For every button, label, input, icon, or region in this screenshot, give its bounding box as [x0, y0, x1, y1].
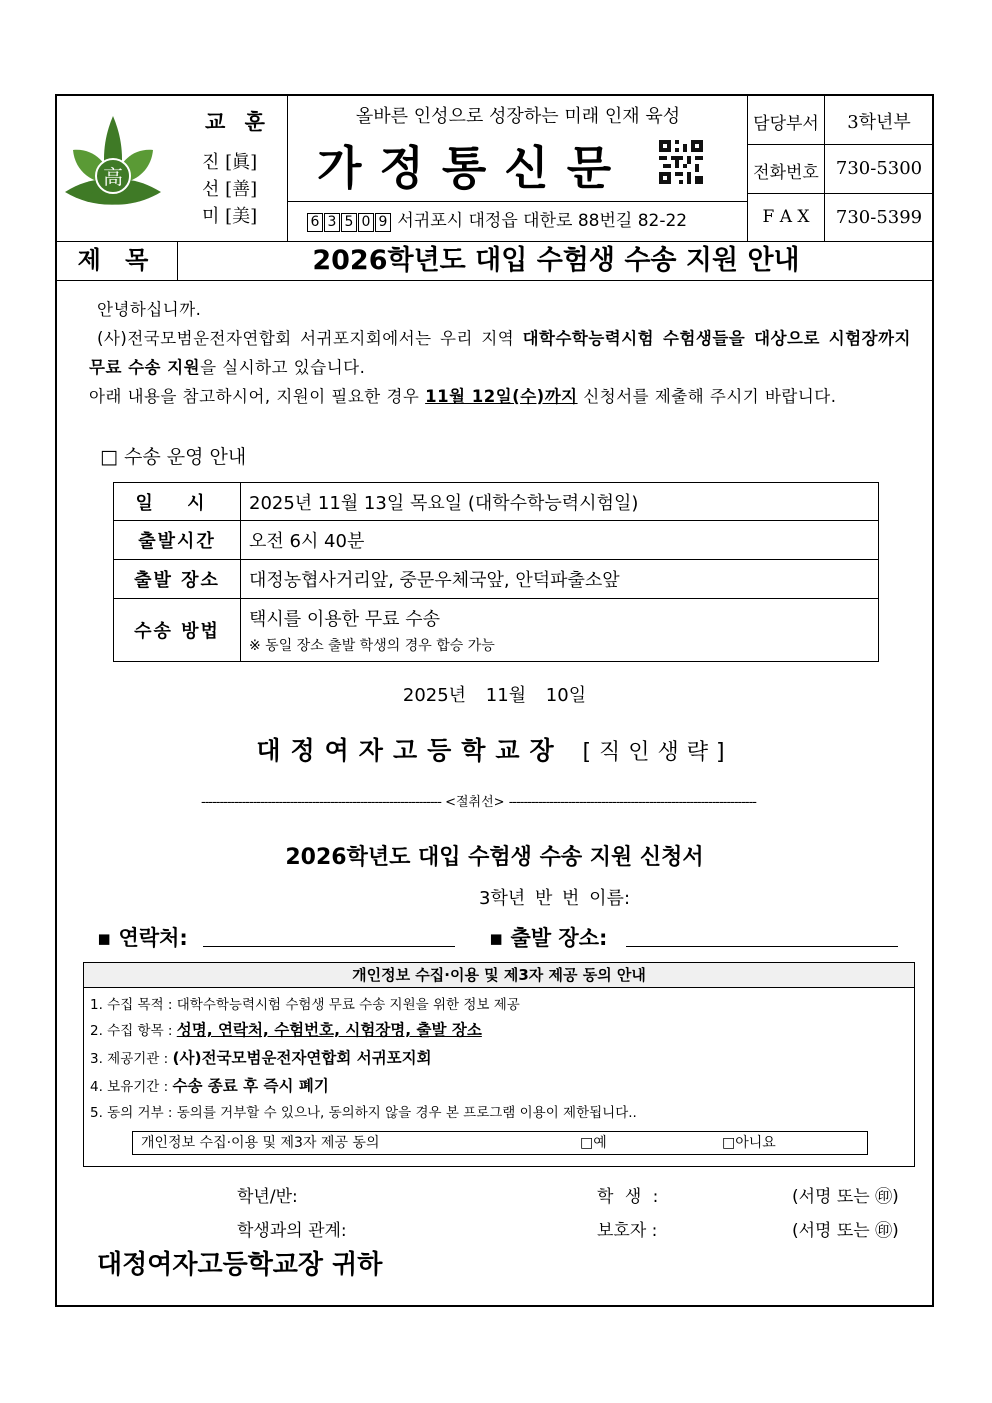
school-emblem	[63, 114, 163, 226]
cut-line-label: <절취선>	[445, 795, 505, 810]
school-slogan: 올바른 인성으로 성장하는 미래 인재 육성	[355, 106, 681, 127]
p2-text-end: 신청서를 제출해 주시기 바랍니다.	[577, 387, 837, 406]
deadline: 11월 12일(수)까지	[425, 387, 578, 406]
p2-text: 아래 내용을 참고하시어, 지원이 필요한 경우	[89, 387, 426, 406]
principal-name: 대정여자고등학교장	[256, 736, 564, 765]
table-row	[114, 599, 879, 662]
consent-item-label: 5. 동의 거부 :	[90, 1105, 177, 1121]
p1-text-end: 을 실시하고 있습니다.	[200, 358, 366, 377]
student-signature-field[interactable]: (서명 또는 ㊞)	[792, 1187, 899, 1207]
seal-omitted: [직인생략]	[582, 740, 733, 765]
fax-value: 730-5399	[835, 207, 923, 228]
address-text: 서귀포시 대정읍 대한로 88번길 82-22	[397, 211, 688, 231]
relation-label[interactable]: 학생과의 관계:	[237, 1221, 347, 1241]
motto-truth: 진 [眞]	[202, 152, 258, 173]
consent-item	[90, 1101, 637, 1121]
schedule-value: 오전 6시 40분	[241, 521, 879, 560]
contact-input[interactable]	[203, 946, 455, 947]
consent-item-value: 동의를 거부할 수 있으나, 동의하지 않을 경우 본 프로그램 이용이 제한됩니다..	[176, 1105, 637, 1121]
dept-value: 3학년부	[847, 112, 911, 133]
motto-title: 교 훈	[205, 110, 271, 134]
greeting: 안녕하십니까.	[97, 300, 202, 319]
schedule-key: 출발 장소	[114, 560, 241, 599]
table-row	[114, 521, 879, 560]
addressee: 대정여자고등학교장 귀하	[97, 1250, 383, 1280]
zip-digit: 5	[341, 213, 357, 232]
consent-item-value: (사)전국모범운전자연합회 서귀포지회	[172, 1049, 432, 1067]
p1-emphasis: 대학수학능력시험 수험생들을 대상으로 시험장까지 무료 수송 지원	[89, 329, 911, 377]
fax-label: F A X	[762, 207, 810, 227]
table-row	[114, 483, 879, 521]
form-title: 2026학년도 대입 수험생 수송 지원 신청서	[285, 845, 704, 870]
zip-digit: 9	[375, 213, 391, 232]
newsletter-title: 가정통신문	[317, 141, 630, 195]
consent-agreement-row	[132, 1131, 868, 1155]
subject-row	[57, 241, 932, 281]
subject-label: 제 목	[57, 241, 178, 280]
consent-heading: 개인정보 수집·이용 및 제3자 제공 동의 안내	[84, 963, 914, 988]
schedule-key: 출발시간	[114, 521, 241, 560]
consent-item-label: 3. 제공기관 :	[90, 1051, 173, 1067]
consent-item	[90, 1074, 329, 1096]
newsletter-frame	[55, 94, 934, 1307]
school-address	[307, 206, 687, 232]
zip-digit: 0	[358, 213, 374, 232]
motto-goodness: 선 [善]	[202, 179, 258, 200]
schedule-value: 대정농협사거리앞, 중문우체국앞, 안덕파출소앞	[241, 560, 879, 599]
phone-value: 730-5300	[835, 158, 923, 179]
grade-class-label[interactable]: 학년/반:	[237, 1187, 298, 1207]
consent-item-label: 4. 보유기간 :	[90, 1079, 173, 1095]
consent-item-value: 성명, 연락처, 수험번호, 시험장명, 출발 장소	[176, 1021, 482, 1039]
table-row	[114, 560, 879, 599]
subject-title: 2026학년도 대입 수험생 수송 지원 안내	[312, 245, 800, 276]
departure-input[interactable]	[626, 946, 898, 947]
letter-paragraph-1	[89, 324, 911, 382]
agree-no-checkbox[interactable]: □아니요	[722, 1135, 776, 1151]
schedule-note: ※ 동일 장소 출발 학생의 경우 합승 가능	[249, 638, 495, 654]
letterhead	[57, 96, 932, 242]
consent-box	[83, 962, 915, 1167]
issue-date: 2025년 11월 10일	[402, 685, 587, 706]
schedule-value: 택시를 이용한 무료 수송	[249, 609, 441, 630]
p1-text: (사)전국모범운전자연합회 서귀포지회에서는 우리 지역	[97, 329, 523, 348]
student-id-line[interactable]: 3학년 반 번 이름:	[479, 888, 631, 909]
consent-item	[90, 993, 520, 1013]
contact-label: ▪ 연락처:	[97, 926, 188, 950]
motto-beauty: 미 [美]	[202, 206, 258, 227]
zip-digit: 3	[324, 213, 340, 232]
guardian-label: 보호자 :	[597, 1221, 658, 1241]
schedule-value: 2025년 11월 13일 목요일 (대학수학능력시험일)	[241, 483, 879, 521]
schedule-key: 일 시	[114, 483, 241, 521]
dept-label: 담당부서	[753, 114, 819, 134]
phone-label: 전화번호	[753, 163, 819, 183]
principal-signature	[57, 731, 932, 767]
schedule-table	[113, 482, 879, 662]
student-label: 학 생 :	[597, 1187, 659, 1207]
consent-item	[90, 1018, 482, 1040]
agreement-text: 개인정보 수집·이용 및 제3자 제공 동의	[141, 1135, 380, 1151]
guardian-signature-field[interactable]: (서명 또는 ㊞)	[792, 1221, 899, 1241]
schedule-value-cell	[241, 599, 879, 662]
agree-yes-checkbox[interactable]: □예	[580, 1135, 607, 1151]
zip-digit: 6	[307, 213, 323, 232]
consent-item-label: 2. 수집 항목 :	[90, 1023, 177, 1039]
letter-paragraph-2	[89, 382, 911, 411]
consent-item-value: 대학수학능력시험 수험생 무료 수송 지원을 위한 정보 제공	[176, 997, 520, 1013]
departure-label: ▪ 출발 장소:	[489, 926, 608, 950]
emblem-character: 高	[103, 165, 123, 189]
schedule-key: 수송 방법	[114, 599, 241, 662]
consent-item-value: 수송 종료 후 즉시 폐기	[172, 1077, 329, 1095]
section-title: □ 수송 운영 안내	[100, 446, 247, 468]
cut-line: ----------------------------------------------------------------- <절취선> -------------------------------------------------------------------	[201, 795, 756, 810]
consent-item	[90, 1046, 432, 1068]
qr-code-icon[interactable]	[659, 140, 703, 184]
consent-item-label: 1. 수집 목적 :	[90, 997, 177, 1013]
